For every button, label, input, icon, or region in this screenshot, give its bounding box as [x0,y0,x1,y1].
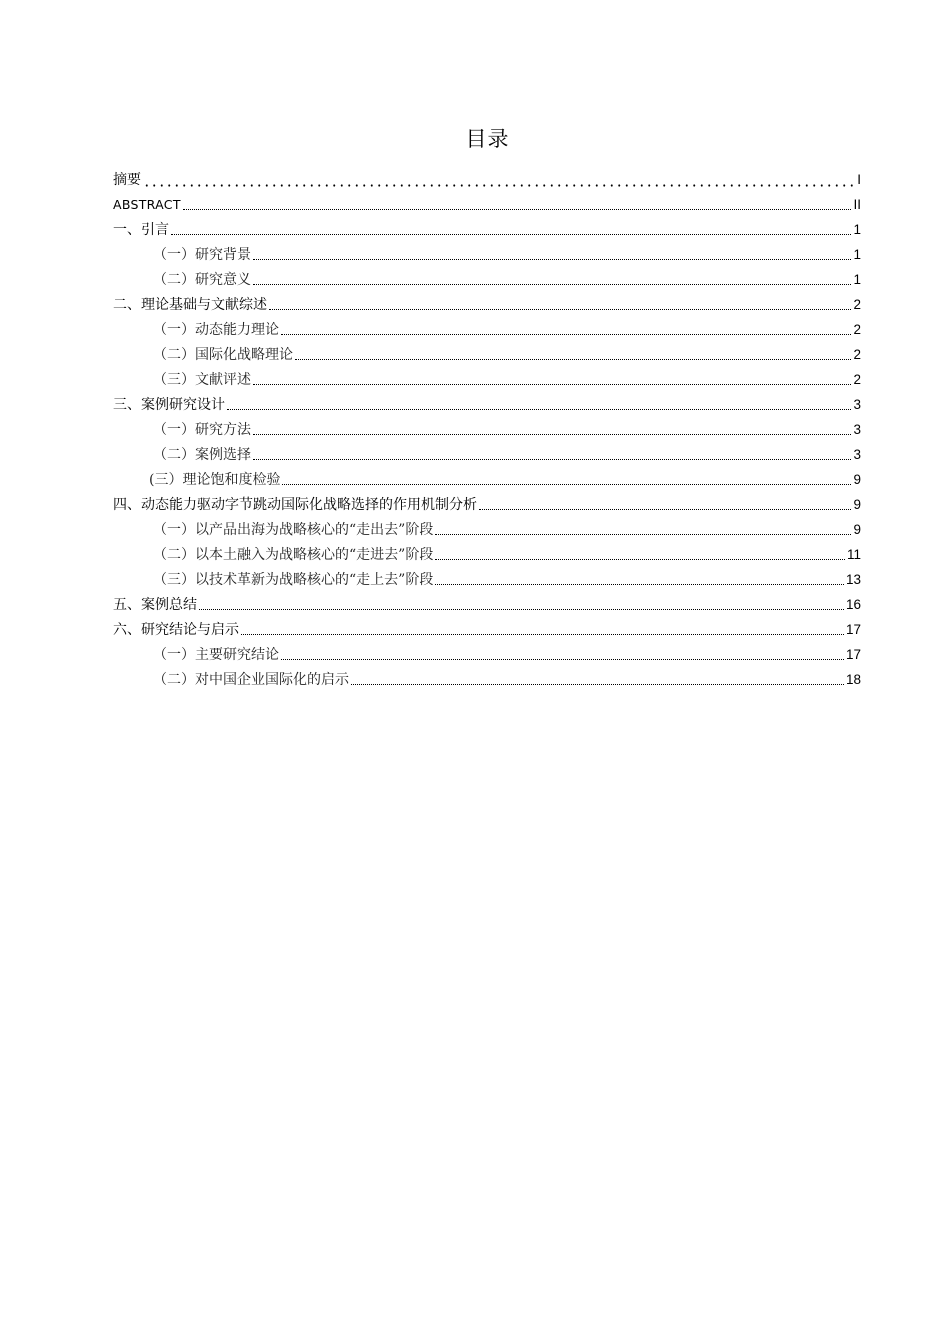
toc-entry-text: （一）主要研究结论 [153,647,279,663]
toc-entry-text: （一）研究方法 [153,422,251,438]
toc-leader-dots [269,308,851,310]
toc-page-number: 1 [853,272,861,287]
toc-entry-text: （二）对中国企业国际化的启示 [153,672,349,688]
toc-title: 目录 [465,127,510,151]
toc-leader-dots [199,608,844,610]
toc-page-number: II [853,197,861,212]
toc-entry-text: 摘要 [113,172,141,188]
toc-leader-dots [435,533,851,535]
toc-entry-text: 三、案例研究设计 [113,397,225,413]
toc-entry-text: （三）文献评述 [153,372,251,388]
toc-page-number: 2 [853,372,861,387]
toc-entry-chapter-1[interactable] [113,215,861,240]
toc-leader-dots [435,583,844,585]
toc-leader-dots [253,458,851,460]
toc-entry-text: （二）国际化战略理论 [153,347,293,363]
toc-page-number: 3 [853,397,861,412]
toc-entry-chapter-5[interactable] [113,590,861,615]
toc-page-number: 17 [845,622,861,637]
toc-entry-section-4-3[interactable] [113,565,861,590]
toc-leader-dots [183,208,852,210]
toc-entry-chapter-2[interactable] [113,290,861,315]
toc-entry-text: ABSTRACT [113,197,181,212]
toc-page-number: 2 [853,322,861,337]
toc-entry-abstract-en[interactable] [113,190,861,215]
toc-page-number: 13 [845,572,861,587]
toc-page-number: I [857,172,861,187]
toc-leader-dots [253,433,851,435]
toc-entry-section-1-1[interactable] [113,240,861,265]
toc-page-number: 2 [853,347,861,362]
toc-entry-section-2-2[interactable] [113,340,861,365]
toc-entry-text: （二）研究意义 [153,272,251,288]
toc-page-number: 2 [853,297,861,312]
toc-entry-text: （一）以产品出海为战略核心的“走出去”阶段 [153,522,434,538]
toc-page-number: 3 [853,422,861,437]
toc-page-number: 17 [845,647,861,662]
toc-leader-dots [351,683,844,685]
toc-page-number: 18 [845,672,861,687]
toc-page-number: 1 [853,247,861,262]
toc-entry-text: 五、案例总结 [113,597,197,613]
toc-entry-chapter-3[interactable] [113,390,861,415]
toc-leader-dots [253,383,851,385]
toc-page-number: 16 [845,597,861,612]
toc-entry-section-6-1[interactable] [113,640,861,665]
toc-leader-dots [227,408,851,410]
toc-leader-dots [435,558,845,560]
toc-entry-text: （三）以技术革新为战略核心的“走上去”阶段 [153,572,434,588]
toc-entry-section-4-1[interactable] [113,515,861,540]
toc-entry-text: 一、引言 [113,222,169,238]
toc-entry-text: （二）案例选择 [153,447,251,463]
toc-page-number: 1 [853,222,861,237]
toc-entry-chapter-6[interactable] [113,615,861,640]
toc-entry-text: (三）理论饱和度检验 [149,472,281,488]
toc-page-number: 3 [853,447,861,462]
toc-leader-dots [281,658,844,660]
toc-entry-section-6-2[interactable] [113,665,861,690]
toc-page-number: 11 [846,547,861,562]
toc-leader-dots [253,258,851,260]
toc-entry-section-4-2[interactable] [113,540,861,565]
table-of-contents [113,165,861,690]
toc-leader-dots [479,508,851,510]
toc-entry-text: 六、研究结论与启示 [113,622,239,638]
toc-entry-chapter-4[interactable] [113,490,861,515]
toc-entry-text: 四、动态能力驱动字节跳动国际化战略选择的作用机制分析 [113,497,477,513]
toc-leader-dots [295,358,851,360]
toc-page-number: 9 [853,472,861,487]
toc-entry-text: 二、理论基础与文献综述 [113,297,267,313]
toc-leader-dots [241,633,844,635]
toc-page-number: 9 [853,497,861,512]
toc-entry-section-1-2[interactable] [113,265,861,290]
toc-entry-section-2-1[interactable] [113,315,861,340]
toc-entry-section-3-3[interactable] [113,465,861,490]
toc-entry-abstract-cn[interactable] [113,165,861,190]
toc-entry-text: （二）以本土融入为战略核心的“走进去”阶段 [153,547,434,563]
toc-leader-dots [171,233,851,235]
toc-page-number: 9 [853,522,861,537]
toc-leader-dots [143,184,855,187]
toc-leader-dots [253,283,851,285]
toc-entry-section-3-2[interactable] [113,440,861,465]
toc-entry-section-2-3[interactable] [113,365,861,390]
toc-entry-section-3-1[interactable] [113,415,861,440]
toc-leader-dots [282,483,851,485]
toc-entry-text: （一）动态能力理论 [153,322,279,338]
toc-entry-text: （一）研究背景 [153,247,251,263]
toc-leader-dots [281,333,851,335]
